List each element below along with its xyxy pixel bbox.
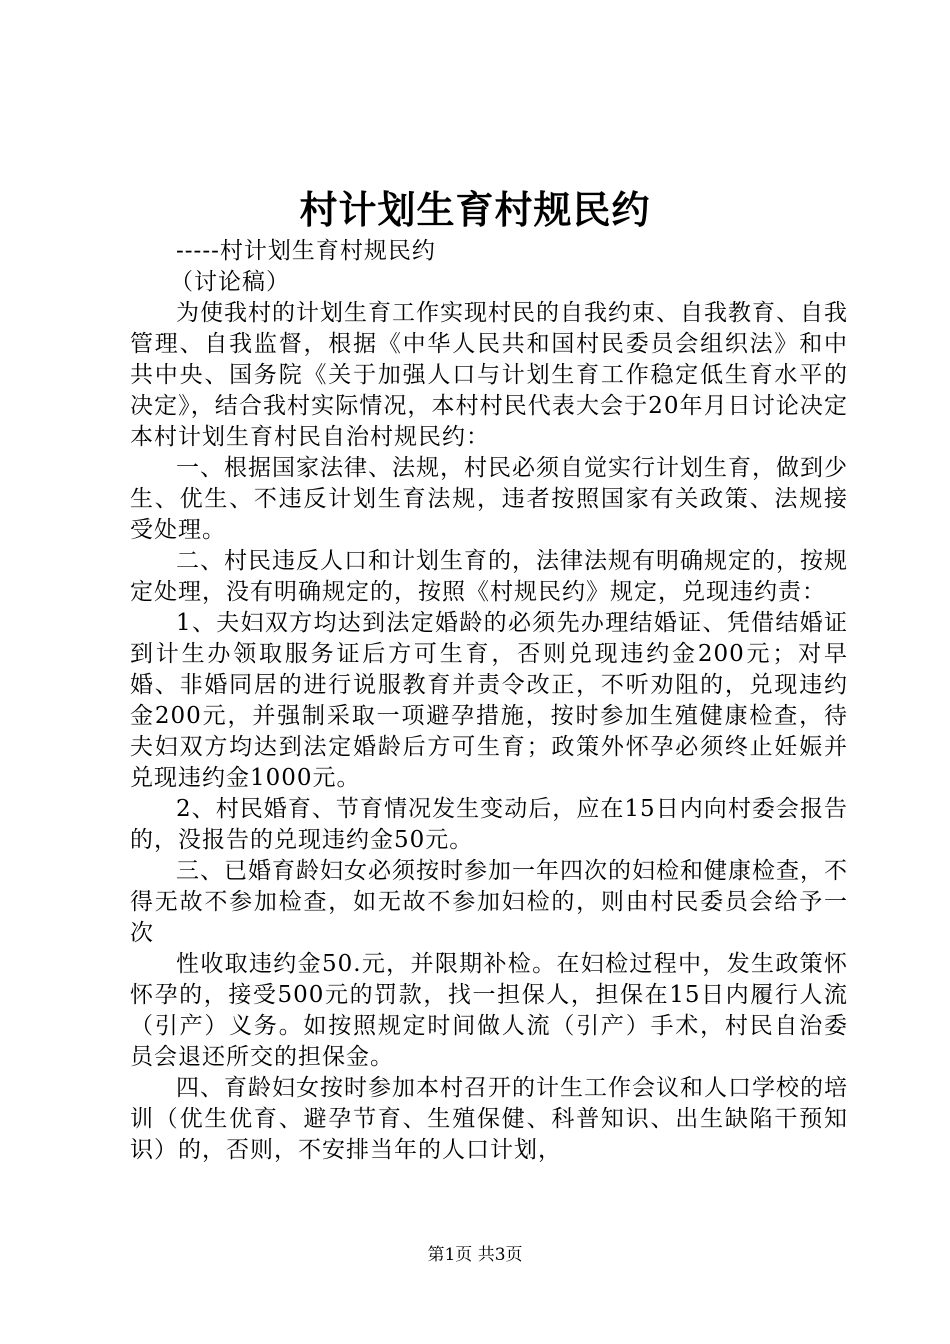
paragraph-clause-1: 1、夫妇双方均达到法定婚龄的必须先办理结婚证、凭借结婚证到计生办领取服务证后方可生育，否则兑现违约金200元；对早婚、非婚同居的进行说服教育并责令改正，不听劝阻的，兑现违约金200元，并强制采取一项避孕措施，按时参加生殖健康检查，待夫妇双方均达到法定婚龄后方可生育；政策外怀孕必须终止妊娠并兑现违约金1000元。 <box>130 610 848 791</box>
paragraph-clause-2: 2、村民婚育、节育情况发生变动后，应在15日内向村委会报告的，没报告的兑现违约金50元。 <box>130 796 848 853</box>
document-subtitle: -----村计划生育村规民约 <box>176 238 436 264</box>
paragraph-article-4: 四、育龄妇女按时参加本村召开的计生工作会议和人口学校的培训（优生优育、避孕节育、生殖保健、科普知识、出生缺陷干预知识）的，否则，不安排当年的人口计划， <box>130 1075 848 1163</box>
paragraph-intro: 为使我村的计划生育工作实现村民的自我约束、自我教育、自我管理、自我监督，根据《中华人民共和国村民委员会组织法》和中共中央、国务院《关于加强人口与计划生育工作稳定低生育水平的决定》，结合我村实际情况，本村村民代表大会于20年月日讨论决定本村计划生育村民自治村规民约： <box>130 300 848 450</box>
page-footer: 第1页 共3页 <box>427 1245 523 1265</box>
draft-note: （讨论稿） <box>170 269 290 295</box>
paragraph-article-3: 三、已婚育龄妇女必须按时参加一年四次的妇检和健康检查，不得无故不参加检查，如无故不参加妇检的，则由村民委员会给予一次 <box>130 858 848 946</box>
paragraph-article-2: 二、村民违反人口和计划生育的，法律法规有明确规定的，按规定处理，没有明确规定的，按照《村规民约》规定，兑现违约责： <box>130 548 848 605</box>
paragraph-article-1: 一、根据国家法律、法规，村民必须自觉实行计划生育，做到少生、优生、不违反计划生育法规，违者按照国家有关政策、法规接受处理。 <box>130 455 848 543</box>
document-body <box>130 236 848 1166</box>
paragraph-article-3-cont: 性收取违约金50.元，并限期补检。在妇检过程中，发生政策怀怀孕的，接受500元的罚款，找一担保人，担保在15日内履行人流（引产）义务。如按照规定时间做人流（引产）手术，村民自治委员会退还所交的担保金。 <box>130 951 848 1070</box>
document-title: 村计划生育村规民约 <box>299 187 651 232</box>
